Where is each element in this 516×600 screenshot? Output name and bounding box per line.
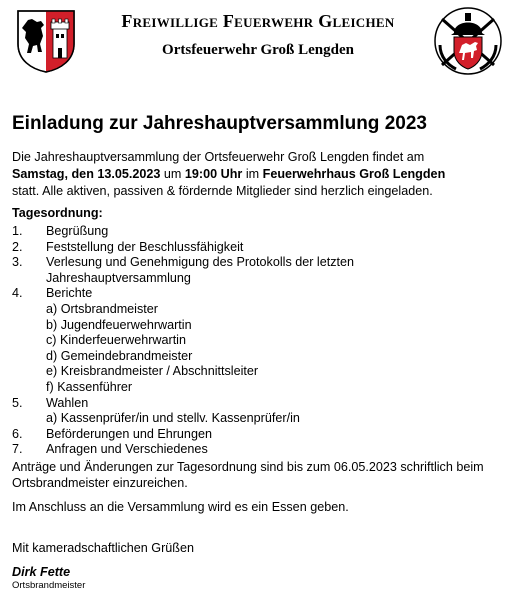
agenda-item [12,224,507,240]
signer-name: Dirk Fette [12,565,71,579]
closing-greeting: Mit kameradschaftlichen Grüßen [12,541,194,555]
agenda-heading: Tagesordnung: [12,206,103,220]
organization-name: Freiwillige Feuerwehr Gleichen [121,11,395,31]
meeting-date: Samstag, den 13.05.2023 [12,167,161,181]
agenda-subitem: a) Kassenprüfer/in und stellv. Kassenprüfer/in [46,411,300,426]
agenda-item-number: 6. [12,426,23,441]
agenda-subitem: a) Ortsbrandmeister [46,301,158,316]
agenda-subitem: e) Kreisbrandmeister / Abschnittsleiter [46,364,259,379]
agenda-subitem: b) Jugendfeuerwehrwartin [46,317,192,332]
agenda-subitem: c) Kinderfeuerwehrwartin [46,333,186,348]
dinner-note: Im Anschluss an die Versammlung wird es ein Essen geben. [12,500,349,514]
agenda-item-number: 1. [12,224,23,238]
agenda-subitem: d) Gemeindebrandmeister [46,348,193,363]
intro-paragraph [12,149,507,200]
agenda-item-number: 2. [12,239,23,254]
agenda-item-text: Verlesung und Genehmigung des Protokolls der letzten Jahreshauptversammlung [46,255,355,285]
intro-connector: im [242,167,263,181]
agenda-item-number: 4. [12,286,23,301]
agenda-item-number: 3. [12,255,23,270]
agenda-list [12,224,507,458]
agenda-item-text: Feststellung der Beschlussfähigkeit [46,239,244,254]
agenda-item-number: 5. [12,395,23,410]
intro-line: statt. Alle aktiven, passiven & fördernde Mitglieder sind herzlich eingeladen. [12,184,433,198]
intro-connector: um [160,167,185,181]
agenda-item-number: 7. [12,442,23,457]
organization-subtitle: Ortsfeuerwehr Groß Lengden [162,42,354,58]
submission-note: Anträge und Änderungen zur Tagesordnung sind bis zum 06.05.2023 schriftlich beim Ortsbrandmeister einzureichen. [12,460,484,490]
agenda-item [12,396,507,412]
meeting-place: Feuerwehrhaus Groß Lengden [262,167,446,181]
agenda-item-text: Berichte [46,286,93,301]
fire-brigade-emblem-icon [432,5,504,77]
agenda-item-text: Beförderungen und Ehrungen [46,426,212,441]
meeting-time: 19:00 Uhr [184,167,243,181]
page-title: Einladung zur Jahreshauptversammlung 2023 [12,113,427,134]
agenda-item-text: Anfragen und Verschiedenes [46,442,208,457]
agenda-item [12,240,507,256]
agenda-item [12,286,507,302]
coat-of-arms-icon [15,8,77,74]
agenda-item [12,442,507,458]
intro-line: Die Jahreshauptversammlung der Ortsfeuerwehr Groß Lengden findet am [12,150,425,164]
agenda-item-text: Wahlen [46,395,89,410]
letterhead [0,0,516,80]
agenda-item [12,427,507,443]
agenda-subitem: f) Kassenführer [46,379,133,394]
agenda-item-text: Begrüßung [46,224,109,238]
signer-role: Ortsbrandmeister [12,580,86,591]
agenda-item [12,255,507,286]
